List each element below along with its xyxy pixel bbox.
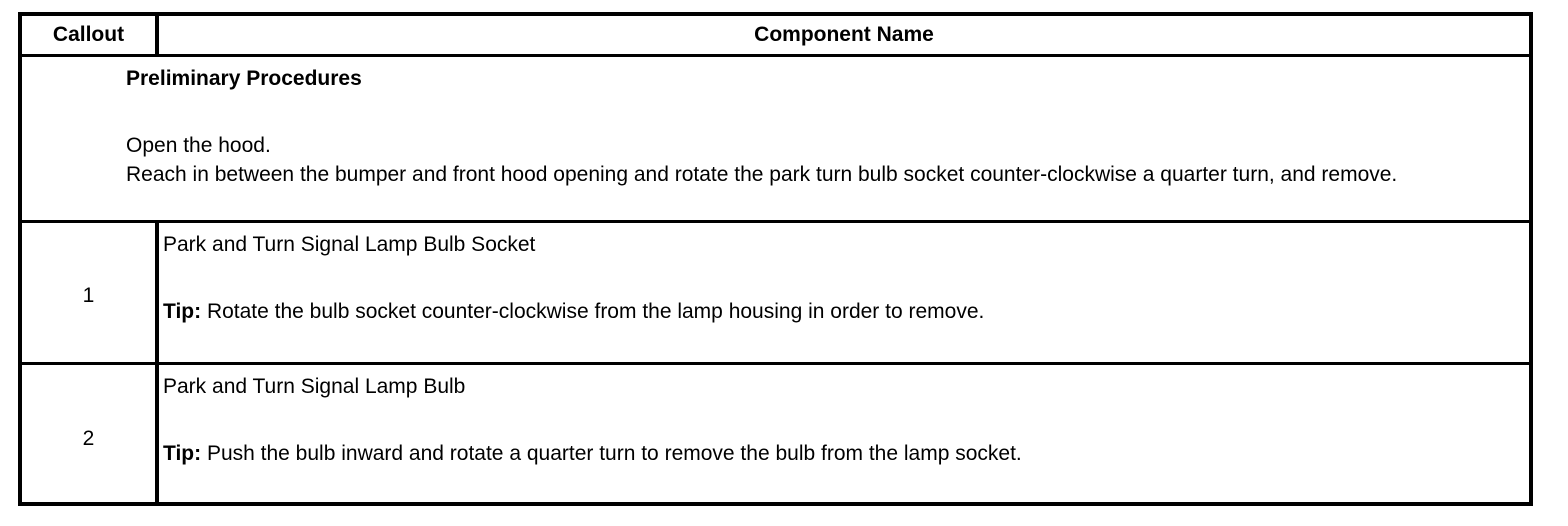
- header-divider: [155, 16, 159, 54]
- tip-text: Rotate the bulb socket counter-clockwise from the lamp housing in order to remove.: [206, 300, 985, 323]
- tip-text: Push the bulb inward and rotate a quarter turn to remove the bulb from the lamp socket.: [206, 442, 1022, 465]
- row-1-tip: [163, 297, 1523, 326]
- row-2-tip: [163, 439, 1523, 468]
- row-1-callout: 1: [82, 284, 95, 307]
- row-2-component-name: Park and Turn Signal Lamp Bulb: [163, 375, 466, 398]
- row-2-callout: 2: [82, 427, 95, 450]
- preliminary-step: Open the hood.: [126, 134, 271, 157]
- tip-label: Tip:: [163, 300, 202, 323]
- row-1-component-name: Park and Turn Signal Lamp Bulb Socket: [163, 233, 536, 256]
- row-1-bottom-rule: [22, 362, 1529, 365]
- component-table: [18, 12, 1533, 506]
- header-bottom-rule: [22, 54, 1529, 57]
- header-component-name: Component Name: [754, 23, 934, 46]
- tip-label: Tip:: [163, 442, 202, 465]
- row-1-divider: [155, 223, 159, 362]
- row-1-component-cell: [163, 230, 1523, 326]
- row-2-component-cell: [163, 372, 1523, 468]
- header-callout: Callout: [52, 23, 125, 46]
- preliminary-bottom-rule: [22, 220, 1529, 223]
- preliminary-step: Reach in between the bumper and front hood opening and rotate the park turn bulb socket counter-clockwise a quarter turn, and remove.: [126, 163, 1398, 186]
- preliminary-procedures-section: [126, 64, 1516, 219]
- preliminary-title: Preliminary Procedures: [126, 67, 362, 90]
- row-2-divider: [155, 365, 159, 502]
